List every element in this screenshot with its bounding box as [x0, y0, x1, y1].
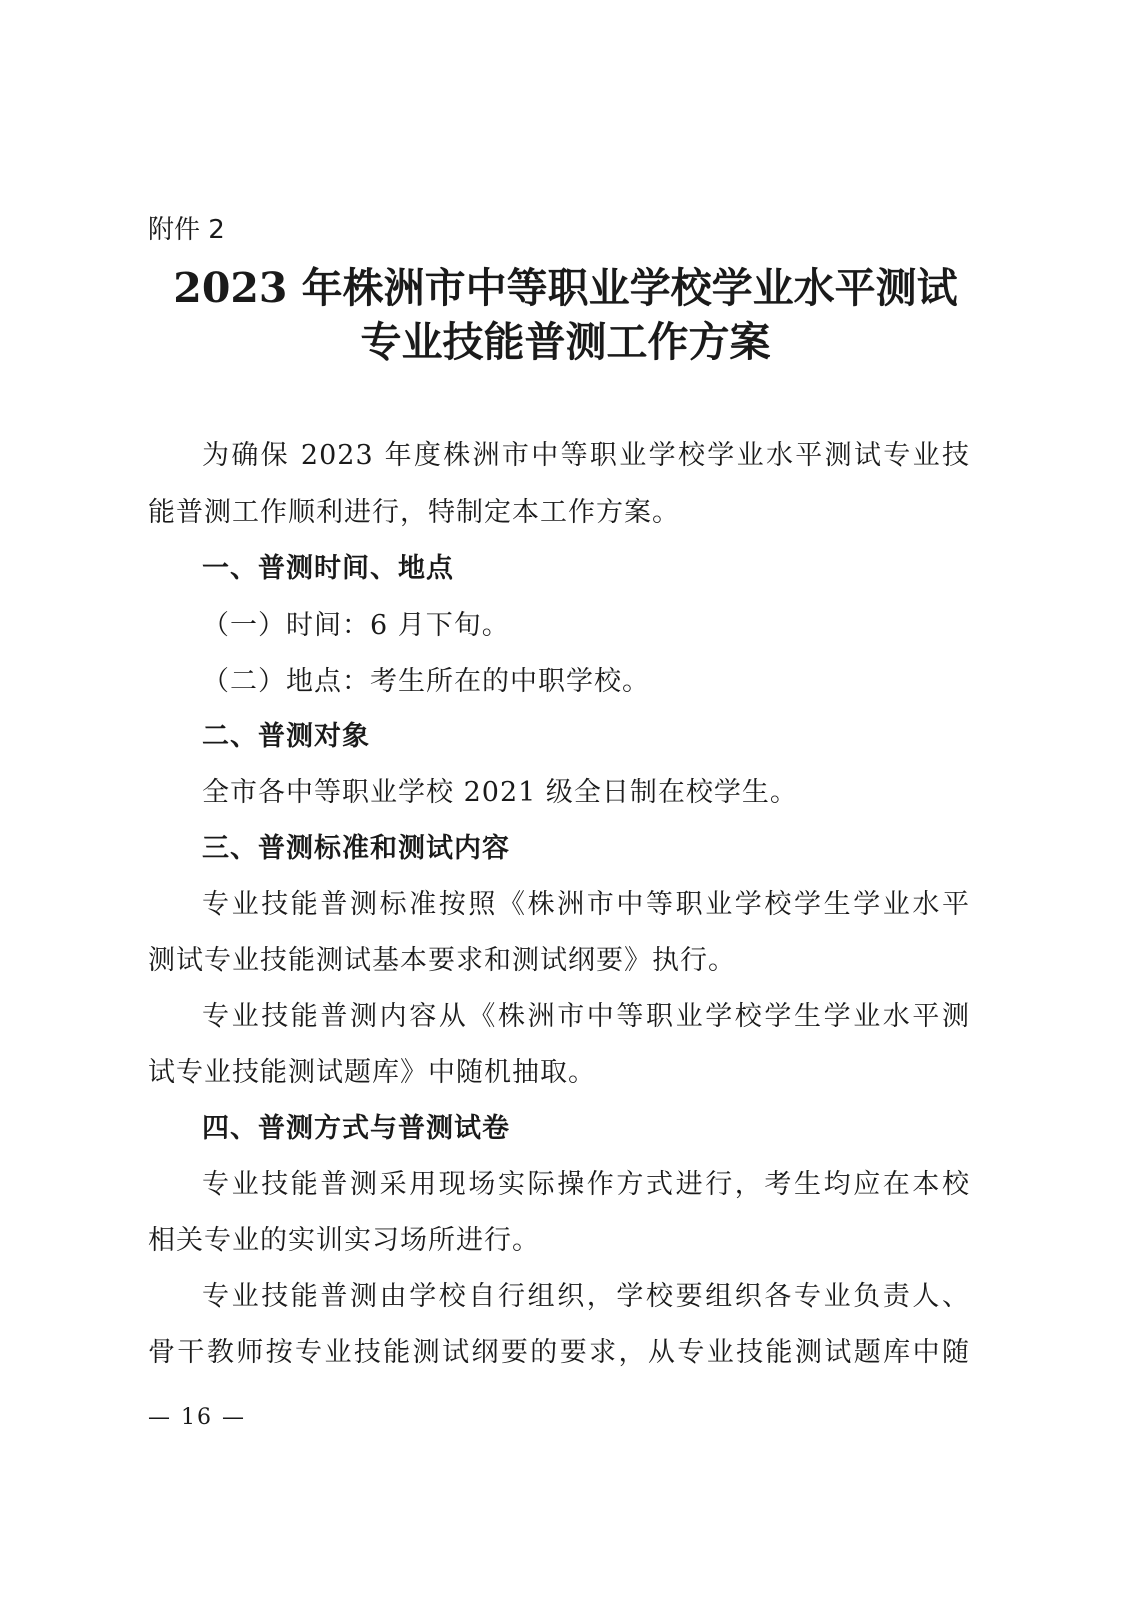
section-4-heading: 四、普测方式与普测试卷 [202, 1113, 510, 1144]
section-1-item-2: （二）地点：考生所在的中职学校。 [202, 666, 650, 697]
section-4-para-2-line-1: 专业技能普测由学校自行组织，学校要组织各专业负责人、 [202, 1281, 970, 1312]
section-3-heading: 三、普测标准和测试内容 [202, 833, 510, 864]
section-3-para-2-line-1: 专业技能普测内容从《株洲市中等职业学校学生学业水平测 [202, 1001, 970, 1032]
title-line-2: 专业技能普测工作方案 [360, 318, 771, 366]
intro-line-1: 为确保 2023 年度株洲市中等职业学校学业水平测试专业技 [202, 440, 970, 471]
section-1-item-1: （一）时间：6 月下旬。 [202, 610, 510, 641]
title-line-1: 2023 年株洲市中等职业学校学业水平测试 [173, 264, 958, 312]
page-number: — 16 — [148, 1405, 246, 1430]
section-2-heading: 二、普测对象 [202, 721, 370, 752]
section-2-text: 全市各中等职业学校 2021 级全日制在校学生。 [202, 777, 798, 808]
intro-line-2: 能普测工作顺利进行，特制定本工作方案。 [148, 497, 680, 528]
section-1-heading: 一、普测时间、地点 [202, 553, 454, 584]
section-3-para-1-line-2: 测试专业技能测试基本要求和测试纲要》执行。 [148, 945, 736, 976]
section-3-para-2-line-2: 试专业技能测试题库》中随机抽取。 [148, 1057, 596, 1088]
attachment-label: 附件 2 [148, 215, 225, 245]
section-4-para-1-line-1: 专业技能普测采用现场实际操作方式进行，考生均应在本校 [202, 1169, 970, 1200]
section-3-para-1-line-1: 专业技能普测标准按照《株洲市中等职业学校学生学业水平 [202, 889, 970, 920]
section-4-para-1-line-2: 相关专业的实训实习场所进行。 [148, 1225, 540, 1256]
section-4-para-2-line-2: 骨干教师按专业技能测试纲要的要求，从专业技能测试题库中随 [148, 1337, 970, 1368]
